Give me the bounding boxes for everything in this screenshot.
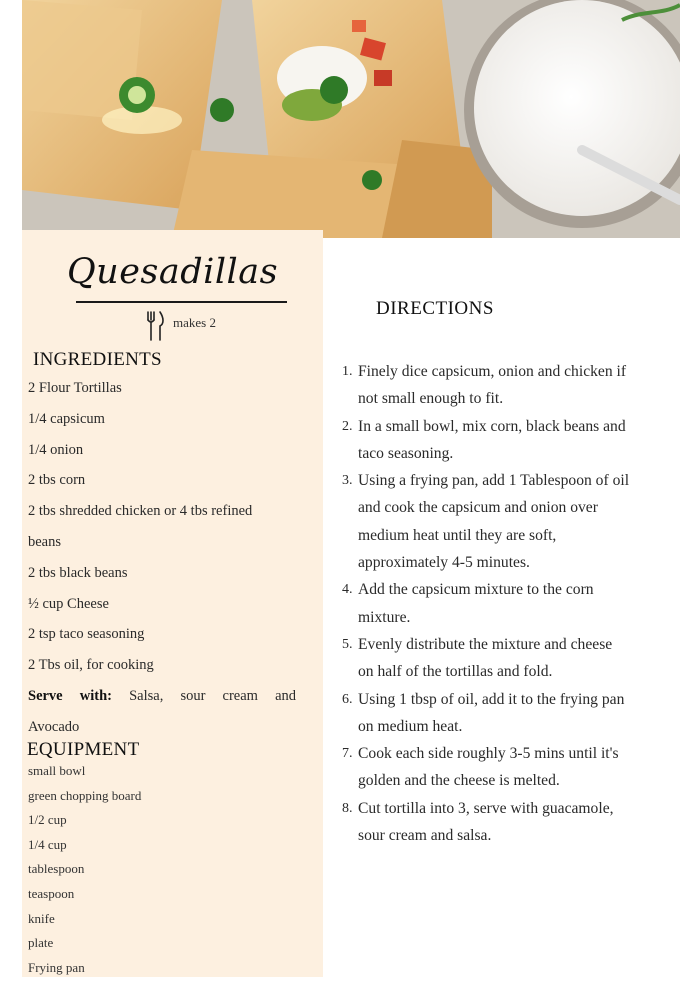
step-line: Cut tortilla into 3, serve with guacamole,	[358, 799, 614, 817]
ingredient-item: 1/4 capsicum	[28, 410, 105, 427]
servings-label: makes 2	[173, 315, 216, 330]
step-number: 6.	[342, 691, 353, 707]
equipment-item: Frying pan	[28, 959, 85, 975]
ingredient-item: 2 Tbs oil, for cooking	[28, 657, 154, 674]
ingredient-item: beans	[28, 533, 62, 550]
equipment-heading: EQUIPMENT	[27, 739, 140, 760]
step-line: mixture.	[358, 608, 411, 626]
serve-with-text: Salsa, sour cream and	[129, 687, 297, 704]
equipment-item: 1/2 cup	[28, 812, 67, 828]
ingredients-heading: INGREDIENTS	[33, 349, 162, 370]
ingredient-item: 2 Flour Tortillas	[28, 380, 122, 396]
equipment-item: small bowl	[28, 763, 86, 778]
serve-with-continuation: Avocado	[28, 718, 80, 735]
recipe-title: Quesadillas	[66, 252, 279, 292]
step-line: In a small bowl, mix corn, black beans and	[358, 417, 626, 435]
step-line: on medium heat.	[358, 717, 463, 735]
step-line: Add the capsicum mixture to the corn	[358, 581, 594, 599]
step-line: on half of the tortillas and fold.	[358, 663, 553, 681]
direction-step	[340, 467, 685, 576]
directions-heading: DIRECTIONS	[376, 298, 494, 319]
step-number: 5.	[342, 636, 353, 652]
equipment-item: plate	[28, 935, 54, 951]
step-line: Using a frying pan, add 1 Tablespoon of oil	[358, 472, 630, 490]
step-number: 2.	[342, 418, 353, 434]
step-number: 8.	[342, 800, 353, 816]
ingredient-item: 2 tbs black beans	[28, 564, 128, 581]
step-line: Using 1 tbsp of oil, add it to the frying pan	[358, 690, 625, 708]
serve-with-label: Serve with:	[28, 687, 112, 704]
ingredient-item: ½ cup Cheese	[28, 595, 109, 612]
step-number: 7.	[342, 746, 353, 762]
step-line: sour cream and salsa.	[358, 827, 492, 845]
title-divider	[76, 301, 287, 303]
equipment-item: tablespoon	[28, 861, 85, 877]
step-number: 3.	[342, 473, 353, 489]
step-line: Finely dice capsicum, onion and chicken if	[358, 363, 627, 380]
ingredient-item: 2 tsp taco seasoning	[28, 626, 145, 643]
step-line: Evenly distribute the mixture and cheese	[358, 635, 613, 653]
equipment-list	[28, 759, 141, 980]
directions-list	[340, 358, 685, 849]
hero-photo	[22, 0, 680, 238]
equipment-item: knife	[28, 910, 55, 926]
ingredient-item: 2 tbs shredded chicken or 4 tbs refined	[28, 503, 253, 520]
quesadilla-photo	[22, 0, 680, 238]
fork-knife-icon	[145, 310, 165, 342]
equipment-item: 1/4 cup	[28, 836, 67, 852]
equipment-item: teaspoon	[28, 885, 75, 901]
step-line: Cook each side roughly 3-5 mins until it's	[358, 745, 619, 763]
direction-step	[340, 631, 685, 686]
step-line: and cook the capsicum and onion over	[358, 499, 598, 517]
step-line: taco seasoning.	[358, 444, 454, 462]
direction-step	[340, 795, 685, 850]
step-line: not small enough to fit.	[358, 390, 504, 408]
step-line: approximately 4-5 minutes.	[358, 554, 530, 572]
direction-step	[340, 413, 685, 468]
direction-step	[340, 358, 685, 413]
step-number: 4.	[342, 582, 353, 598]
equipment-item: green chopping board	[28, 787, 142, 803]
direction-step	[340, 740, 685, 795]
step-line: medium heat until they are soft,	[358, 526, 557, 544]
step-line: golden and the cheese is melted.	[358, 772, 560, 790]
ingredient-item: 2 tbs corn	[28, 472, 86, 489]
serve-with-line	[28, 681, 296, 712]
ingredient-item: 1/4 onion	[28, 441, 84, 458]
step-number: 1.	[342, 364, 353, 379]
direction-step	[340, 686, 685, 741]
ingredients-panel	[22, 230, 323, 977]
ingredients-list	[28, 373, 296, 743]
direction-step	[340, 576, 685, 631]
